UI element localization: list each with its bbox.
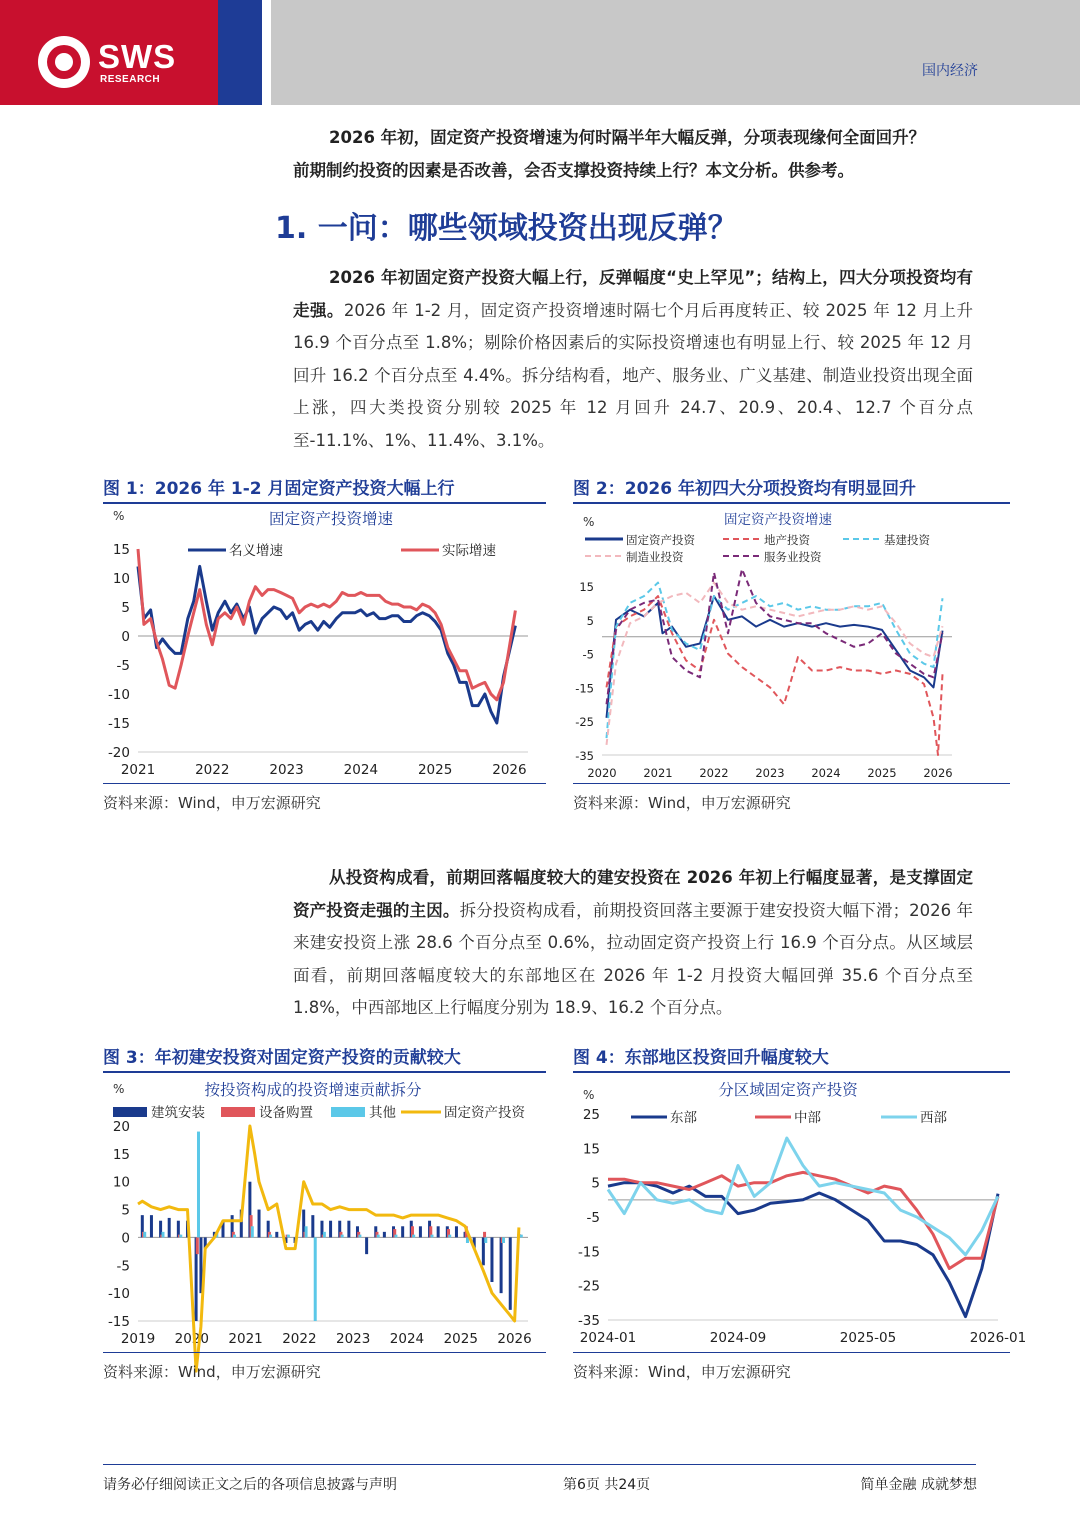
figure-4-caption: 图 4：东部地区投资回升幅度较大	[573, 1043, 1010, 1073]
legend-label: 其他	[369, 1105, 396, 1121]
y-tick-label: 5	[586, 613, 594, 628]
bar-其他	[197, 1132, 200, 1238]
logo-text: SWS	[98, 38, 177, 75]
section-tag: 国内经济	[922, 63, 978, 79]
series-line-固定资产投资	[607, 596, 943, 718]
figure-2-source: 资料来源：Wind，申万宏源研究	[573, 794, 791, 812]
bar-建筑安装	[365, 1237, 368, 1254]
x-tick-label: 2021	[120, 762, 156, 778]
y-tick-label: -20	[107, 745, 130, 761]
y-tick-label: -15	[575, 681, 594, 696]
y-tick-label: -35	[575, 749, 594, 763]
bar-建筑安装	[168, 1218, 171, 1238]
bar-建筑安装	[490, 1237, 493, 1282]
x-tick-label: 2020	[174, 1331, 209, 1347]
bar-其他	[484, 1237, 487, 1243]
y-axis-unit: %	[113, 1082, 125, 1096]
bar-其他	[143, 1232, 146, 1238]
intro-line-1: 2026 年初，固定资产投资增速为何时隔半年大幅反弹，分项表现缘何全面回升？	[329, 128, 926, 147]
x-tick-label: 2022	[282, 1331, 317, 1347]
paragraph-2-text: 拆分投资构成看，前期投资回落主要源于建安投资大幅下滑；2026 年来建安投资上涨 28.6 个百分点至 0.6%，拉动固定资产投资上行 16.9 个百分点。从区域层面看，前期回落幅度较大的东部地区在 2026 年 1-2 月投资大幅回弹 35.6 个百分点至 1.8%，中西部地区上行幅度分别为 18.9、16.2 个百分点。	[293, 900, 973, 1018]
bar-其他	[448, 1235, 451, 1238]
sws-logo-icon	[38, 36, 90, 88]
bar-其他	[412, 1235, 415, 1238]
logo-subtext: RESEARCH	[100, 74, 161, 85]
bar-建筑安装	[455, 1226, 458, 1237]
bar-建筑安装	[383, 1232, 386, 1238]
x-tick-label: 2024	[343, 762, 379, 778]
y-tick-label: 10	[112, 571, 130, 587]
figure-4-chart	[573, 1071, 1027, 1353]
figure-2-chart	[573, 502, 1010, 784]
footer-rule	[103, 1464, 976, 1465]
footer-page-number: 第6页 共24页	[563, 1477, 651, 1493]
y-tick-label: 5	[121, 600, 130, 616]
y-tick-label: -15	[107, 716, 130, 732]
bar-设备购置	[196, 1237, 199, 1254]
y-tick-label: -5	[586, 1210, 600, 1226]
y-tick-label: -25	[577, 1278, 600, 1295]
section-title: 1. 一问：哪些领域投资出现反弹？	[275, 211, 738, 246]
figure-2-bottom-rule	[573, 783, 1010, 784]
series-line-西部	[608, 1138, 998, 1255]
x-tick-label: 2022	[699, 766, 729, 780]
paragraph-2-lead: 从投资构成看，前期回落幅度较大的建安投资在 2026 年初上行幅度显著，是支撑固定资产投资走强的主因。	[293, 868, 973, 920]
y-tick-label: -5	[582, 647, 594, 662]
x-tick-label: 2022	[195, 762, 230, 778]
bar-其他	[323, 1232, 326, 1238]
x-tick-label: 2019	[120, 1331, 156, 1347]
header-bar	[271, 0, 1080, 105]
x-tick-label: 2023	[335, 1331, 371, 1347]
y-tick-label: 15	[112, 1146, 130, 1163]
legend-label: 中部	[794, 1110, 821, 1126]
bar-其他	[251, 1226, 254, 1237]
bar-其他	[287, 1235, 290, 1238]
figure-2-caption: 图 2：2026 年初四大分项投资均有明显回升	[573, 474, 1010, 504]
bar-其他	[377, 1235, 380, 1238]
y-tick-label: 5	[121, 1202, 130, 1219]
legend-label: 实际增速	[442, 543, 496, 559]
legend-label: 建筑安装	[151, 1105, 205, 1121]
y-tick-label: 5	[591, 1175, 600, 1192]
bar-建筑安装	[150, 1215, 153, 1237]
figure-3-chart	[103, 1071, 546, 1353]
y-tick-label: 20	[112, 1119, 130, 1135]
bar-建筑安装	[401, 1226, 404, 1237]
chart-title: 按投资构成的投资增速贡献拆分	[204, 1081, 422, 1099]
y-tick-label: 0	[121, 629, 130, 645]
x-tick-label: 2025-05	[839, 1330, 897, 1346]
x-tick-label: 2024	[811, 766, 841, 780]
bar-建筑安装	[275, 1232, 278, 1238]
footer-slogan: 简单金融 成就梦想	[860, 1477, 977, 1493]
y-tick-label: -15	[577, 1244, 600, 1261]
bar-其他	[269, 1235, 272, 1238]
figure-3-caption: 图 3：年初建安投资对固定资产投资的贡献较大	[103, 1043, 546, 1073]
y-tick-label: 10	[112, 1174, 130, 1191]
figure-1-caption: 图 1：2026 年 1-2 月固定资产投资大幅上行	[103, 474, 546, 504]
x-tick-label: 2021	[643, 766, 673, 780]
bar-其他	[305, 1226, 308, 1237]
y-tick-label: 15	[112, 542, 130, 558]
figure-3-source: 资料来源：Wind，申万宏源研究	[103, 1363, 321, 1381]
legend-label: 制造业投资	[626, 550, 684, 564]
bar-其他	[430, 1235, 433, 1238]
x-tick-label: 2021	[228, 1331, 263, 1347]
bar-建筑安装	[500, 1237, 503, 1293]
x-tick-label: 2025	[867, 766, 897, 780]
series-line-中部	[608, 1172, 998, 1268]
y-tick-label: 15	[579, 580, 594, 594]
y-tick-label: -5	[116, 1258, 130, 1275]
legend-label: 固定资产投资	[626, 533, 695, 547]
chart-title: 分区域固定资产投资	[718, 1081, 858, 1099]
chart-title: 固定资产投资增速	[724, 512, 832, 528]
legend-label: 名义增速	[229, 543, 283, 559]
legend-swatch	[221, 1107, 255, 1117]
bar-建筑安装	[419, 1226, 422, 1237]
figure-1-source: 资料来源：Wind，申万宏源研究	[103, 794, 321, 812]
header-accent-bar	[218, 0, 262, 105]
bar-建筑安装	[329, 1221, 332, 1238]
legend-label: 基建投资	[884, 533, 930, 547]
x-tick-label: 2025	[443, 1331, 478, 1347]
paragraph-1-text: 2026 年 1-2 月，固定资产投资增速时隔七个月后再度转正、较 2025 年 12 月上升 16.9 个百分点至 1.8%；剔除价格因素后的实际投资增速也有明显上行、较 2025 年 12 月回升 16.2 个百分点至 4.4%。拆分结构看，地产、服务业、广义基建、制造业投资出现全面上涨，四大类投资分别较 2025 年 12 月回升 24.7、20.9、20.4、12.7 个百分点至-11.1%、1%、11.4%、3.1%。	[293, 300, 973, 450]
y-tick-label: -25	[575, 715, 594, 730]
legend-label: 西部	[920, 1110, 947, 1126]
bar-建筑安装	[437, 1226, 440, 1237]
bar-建筑安装	[258, 1210, 261, 1238]
y-tick-label: 15	[582, 1141, 600, 1158]
bar-建筑安装	[311, 1215, 314, 1237]
y-tick-label: -35	[577, 1313, 600, 1329]
x-tick-label: 2024-09	[709, 1330, 767, 1346]
y-axis-unit: %	[113, 509, 125, 523]
figure-1-chart	[103, 502, 546, 784]
figure-4-source: 资料来源：Wind，申万宏源研究	[573, 1363, 791, 1381]
y-tick-label: -15	[107, 1314, 130, 1330]
bar-其他	[394, 1235, 397, 1238]
x-tick-label: 2026	[923, 766, 953, 780]
y-tick-label: 25	[582, 1107, 600, 1123]
series-line-名义增速	[138, 566, 515, 723]
x-tick-label: 2024-01	[579, 1330, 637, 1346]
x-tick-label: 2024	[389, 1331, 425, 1347]
bar-建筑安装	[509, 1237, 512, 1309]
x-tick-label: 2026	[492, 762, 527, 778]
x-tick-label: 2026-01	[969, 1330, 1027, 1346]
legend-label: 东部	[670, 1110, 697, 1126]
y-tick-label: -5	[116, 658, 130, 674]
footer-disclaimer: 请务必仔细阅读正文之后的各项信息披露与声明	[103, 1477, 397, 1493]
body-paragraph-1	[293, 262, 973, 458]
body-paragraph-2	[293, 862, 973, 1025]
legend-label: 地产投资	[764, 533, 810, 547]
x-tick-label: 2026	[497, 1331, 532, 1347]
bar-设备购置	[483, 1232, 486, 1238]
x-tick-label: 2025	[417, 762, 453, 778]
x-tick-label: 2023	[269, 762, 304, 778]
series-line-制造业投资	[607, 583, 943, 745]
bar-其他	[179, 1235, 182, 1238]
x-tick-label: 2023	[755, 766, 785, 780]
y-axis-unit: %	[583, 1088, 595, 1102]
legend-label: 固定资产投资	[444, 1105, 525, 1121]
legend-swatch	[113, 1107, 147, 1117]
chart-title: 固定资产投资增速	[268, 510, 394, 528]
bar-其他	[502, 1237, 505, 1243]
legend-label: 设备购置	[259, 1105, 313, 1121]
legend-label: 服务业投资	[764, 550, 822, 564]
paragraph-1-lead: 2026 年初固定资产投资大幅上行，反弹幅度“史上罕见”；结构上，四大分项投资均有走强。	[293, 268, 973, 320]
y-tick-label: -10	[107, 1286, 130, 1303]
intro-line-2: 前期制约投资的因素是否改善，会否支撑投资持续上行？本文分析。供参考。	[293, 160, 854, 180]
y-tick-label: 0	[121, 1230, 130, 1247]
y-tick-label: -10	[107, 687, 130, 703]
series-line-基建投资	[607, 583, 943, 739]
bar-其他	[341, 1235, 344, 1238]
y-axis-unit: %	[583, 515, 595, 529]
bar-其他	[161, 1232, 164, 1238]
figure-3-bottom-rule	[103, 1352, 546, 1353]
bar-其他	[233, 1235, 236, 1238]
bar-其他	[358, 1235, 361, 1238]
bar-建筑安装	[347, 1221, 350, 1238]
figure-1-bottom-rule	[103, 783, 546, 784]
figure-4-bottom-rule	[573, 1352, 1010, 1353]
legend-swatch	[331, 1107, 365, 1117]
x-tick-label: 2020	[587, 766, 617, 780]
bar-其他	[314, 1237, 317, 1321]
bar-其他	[520, 1235, 523, 1238]
intro-paragraph	[293, 122, 973, 187]
